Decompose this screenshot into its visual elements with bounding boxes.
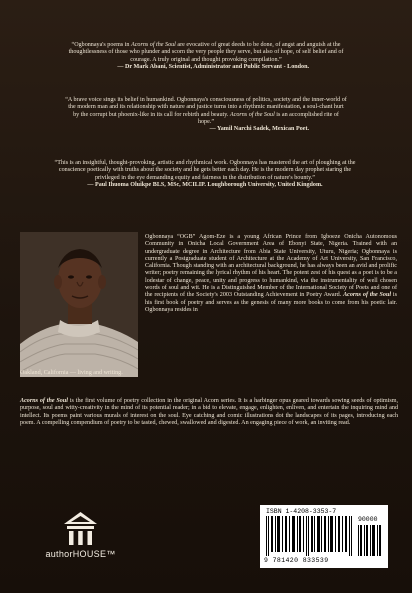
book-description: Acorns of the Soul is the first volume of poetry collection in the original Acorn series. It is a harbinger opus geared towards sowing seeds of optimism, purpose, soul and witty-creativity in the mind of its potential reader; in a bid to elevate, engage, enlighten, enliven, and entertain the inquiring mind and intellect. Its poems paint various murals of interest on the soul. Eye catching and comic illustrations dot the landscapes of its pages, introducing each poem. A compelling compendium of poetry to be tasted, chewed, swallowed and digested. An engaging piece of work, an inviting read. <box>20 398 398 426</box>
publisher-logo <box>38 505 123 560</box>
price-code: 90000 <box>358 516 378 523</box>
quote-attribution: — Yamil Narchi Sadek, Mexican Poet. <box>209 126 309 133</box>
quote-text: “This is an insightful, thought-provoking, artistic and rhythmical work. Ogbonnaya has mastered the art of ploughing at the conscience poetically with truths about the society and he gets better each day. He is the modern day prophet staring the privileged in the eye demanding equity and fairness in the distribution of nature's bounty.” <box>54 160 356 181</box>
quote-text: “Ogbonnaya's poems in Acorns of the Soul are evocative of great deeds to be done, of angst and anguish at the thoughtlessness of those who plunder and scorn the very people they serve, but also of hope, of self belief and of courage. A truly original and thought provoking compilation.” <box>68 42 344 63</box>
portrait-image <box>20 232 138 377</box>
quote-text: “A brave voice sings its belief in humankind. Ogbonnaya's consciousness of politics, society and the inner-world of the modern man and its relationship with nature and justice turns into a rhythmic manifestation, a soul-chant hurt by the corrupt but phoenix-like in its call for rebirth and beauty. Acorns of the Soul is an accomplished rite of hope.” <box>65 97 347 125</box>
author-photo <box>20 232 138 377</box>
addon-barcode-bars <box>358 525 382 556</box>
ean-barcode-bars <box>266 516 354 556</box>
quote-attribution: — Paul Ihuoma Oluikpe BLS, MSc, MCILIP. Loughborough University, United Kingdom. <box>87 181 323 188</box>
quote-3 <box>50 160 360 189</box>
quote-attribution: — Dr Mark Abani, Scientist, Administrator and Public Servant - London. <box>117 63 309 70</box>
book-title: Acorns of the Soul <box>343 292 392 299</box>
isbn-text: ISBN 1-4208-3353-7 <box>266 508 337 515</box>
author-bio: Ogbonnaya “OGB” Agom-Eze is a young African Prince from Igboeze Onicha Autonomous Community in Onicha Local Government Area of Ebonyi State, Nigeria. Trained with an undergraduate degree in Architecture from Abia State University, Uturu, Nigeria; Ogbonnaya is currently a Postgraduate student of Architecture at the Academy of Art University, San Francisco, California. Though standing with an architectural background, he has always been an avid and prolific writer; poetry remaining the lyrical rhythm of his heart. The potent zest of his quest as a poet is to be a lodestar of change, peace, unity and progress to humankind, via the instrumentality of well chosen words of soul and wit. He is a Distinguished Member of the International Society of Poets and one of the recipients of the Society's 2003 Outstanding Achievement in Poetry Award. Acorns of the Soul is his first book of poetry and serves as the genesis of many more books to come from his poetic lair. Ogbonnaya resides in <box>145 234 397 313</box>
quote-1 <box>65 42 347 71</box>
house-with-columns-logo-icon <box>38 505 123 549</box>
book-title: Acorns of the Soul <box>229 111 275 118</box>
author-bio-tail: Oakland, California — living and writing. <box>20 370 123 376</box>
publisher-name: authorHOUSE™ <box>45 549 116 559</box>
barcode <box>260 505 388 568</box>
book-title: Acorns of the Soul <box>131 42 176 48</box>
book-title: Acorns of the Soul <box>20 398 68 404</box>
ean-number: 9 781420 833539 <box>264 557 329 564</box>
quote-2 <box>65 97 347 133</box>
